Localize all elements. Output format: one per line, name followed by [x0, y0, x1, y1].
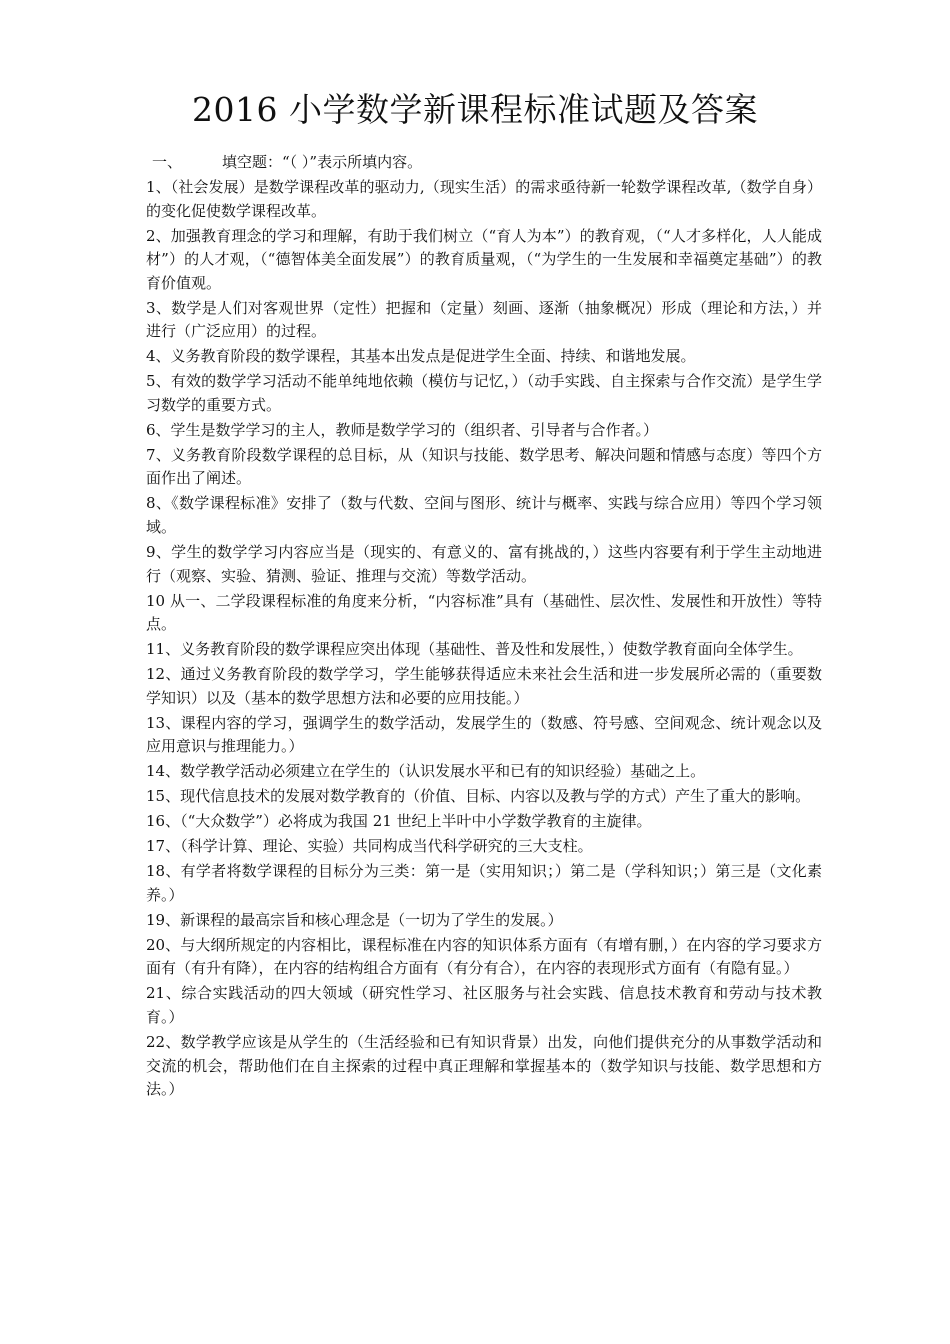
question-item: 20、与大纲所规定的内容相比，课程标准在内容的知识体系方面有（有增有删，）在内容的学习要求方面有（有升有降），在内容的结构组合方面有（有分有合），在内容的表现形式方面有（有隐有显。） [146, 935, 822, 978]
page-title: 2016 小学数学新课程标准试题及答案 [192, 90, 758, 129]
question-item: 22、数学教学应该是从学生的（生活经验和已有知识背景）出发，向他们提供充分的从事数学活动和交流的机会，帮助他们在自主探索的过程中真正理解和掌握基本的（数学知识与技能、数学思想和方法。） [146, 1032, 822, 1099]
question-item: 6、学生是数学学习的主人，教师是数学学习的（组织者、引导者与合作者。） [146, 420, 659, 439]
question-item: 14、数学教学活动必须建立在学生的（认识发展水平和已有的知识经验）基础之上。 [146, 762, 706, 781]
question-item: 16、（“大众数学”）必将成为我国 21 世纪上半叶中小学数学教育的主旋律。 [146, 812, 652, 831]
section-number: 一、 [152, 153, 183, 171]
question-item: 8、《数学课程标准》安排了（数与代数、空间与图形、统计与概率、实践与综合应用）等四个学习领域。 [146, 494, 822, 537]
question-item: 9、学生的数学学习内容应当是（现实的、有意义的、富有挑战的，）这些内容要有利于学生主动地进行（观察、实验、猜测、验证、推理与交流）等数学活动。 [146, 543, 822, 585]
question-item: 13、课程内容的学习，强调学生的数学活动，发展学生的（数感、符号感、空间观念、统计观念以及应用意识与推理能力。） [146, 713, 822, 756]
question-item: 17、（科学计算、理论、实验）共同构成当代科学研究的三大支柱。 [146, 837, 593, 856]
question-item: 2、加强教育理念的学习和理解，有助于我们树立（“育人为本”）的教育观，（“人才多样化，人人能成材”）的人才观，（“德智体美全面发展”）的教育质量观，（“为学生的一生发展和幸福奠定基础”）的教育价值观。 [146, 226, 822, 292]
question-item: 21、综合实践活动的四大领域（研究性学习、社区服务与社会实践、信息技术教育和劳动与技术教育。） [146, 984, 822, 1026]
question-item: 5、有效的数学学习活动不能单纯地依赖（模仿与记忆，）（动手实践、自主探索与合作交流）是学生学习数学的重要方式。 [146, 372, 822, 414]
question-item: 7、义务教育阶段数学课程的总目标，从（知识与技能、数学思考、解决问题和情感与态度）等四个方面作出了阐述。 [146, 445, 822, 488]
section-heading [146, 150, 822, 175]
question-list [146, 176, 822, 1102]
question-item: 1、（社会发展）是数学课程改革的驱动力,（现实生活）的需求亟待新一轮数学课程改革,（数学自身）的变化促使数学课程改革。 [146, 178, 822, 220]
question-item: 19、新课程的最高宗旨和核心理念是（一切为了学生的发展。） [146, 910, 563, 929]
question-item: 18、有学者将数学课程的目标分为三类：第一是（实用知识；）第二是（学科知识；）第三是（文化素养。） [146, 862, 822, 904]
question-item: 10 从一、二学段课程标准的角度来分析，“内容标准”具有（基础性、层次性、发展性和开放性）等特点。 [146, 591, 822, 634]
question-item: 11、义务教育阶段的数学课程应突出体现（基础性、普及性和发展性，）使数学教育面向全体学生。 [146, 640, 803, 659]
question-item: 4、义务教育阶段的数学课程，其基本出发点是促进学生全面、持续、和谐地发展。 [146, 347, 696, 366]
document-body [146, 150, 822, 1103]
question-item: 12、通过义务教育阶段的数学学习，学生能够获得适应未来社会生活和进一步发展所必需的（重要数学知识）以及（基本的数学思想方法和必要的应用技能。） [146, 665, 822, 707]
section-heading-text: 填空题：“（ ）”表示所填内容。 [222, 153, 423, 171]
question-item: 3、数学是人们对客观世界（定性）把握和（定量）刻画、逐渐（抽象概况）形成（理论和方法，）并进行（广泛应用）的过程。 [146, 298, 822, 341]
question-item: 15、现代信息技术的发展对数学教育的（价值、目标、内容以及教与学的方式）产生了重大的影响。 [146, 787, 811, 806]
